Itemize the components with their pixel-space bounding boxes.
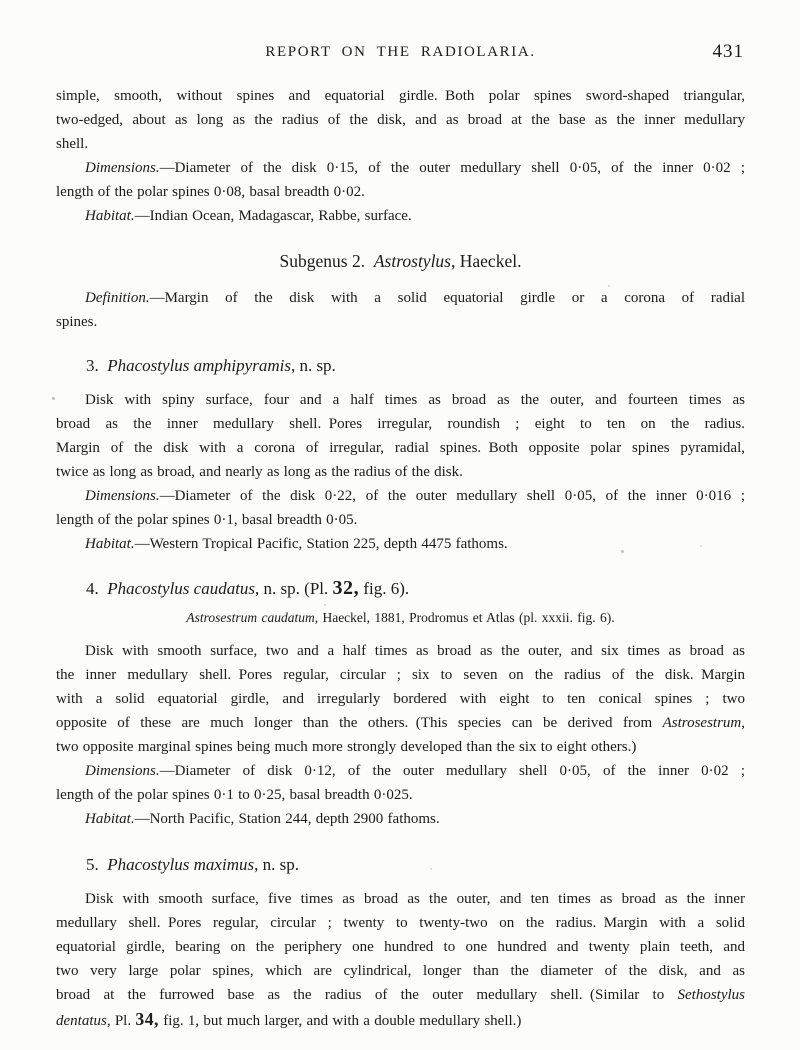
text-segment: , n. sp. (Pl. (255, 579, 333, 598)
text-line (56, 204, 745, 228)
habitat-caudatus (56, 807, 745, 831)
text-segment: Disk with smooth surface, two and a half times as broad as the outer, and six times as broad as (85, 643, 745, 659)
text-line (56, 484, 745, 508)
dimensions-caudatus (56, 759, 745, 807)
text-segment: opposite of these are much longer than the others. (This species can be derived from (56, 715, 663, 731)
text-line (56, 180, 745, 204)
scan-speck (52, 397, 55, 400)
text-line (56, 687, 745, 711)
text-segment: , Haeckel. (451, 251, 522, 271)
text-line (56, 286, 745, 310)
text-line (56, 388, 745, 412)
text-segment: shell. (56, 136, 89, 152)
text-segment: Disk with spiny surface, four and a half times as broad as the outer, and fourteen times as (85, 392, 745, 408)
description-caudatus (56, 639, 745, 759)
text-segment: —Margin of the disk with a solid equatorial girdle or a corona of radial (149, 290, 745, 306)
text-segment: dentatus, (56, 1013, 111, 1029)
text-segment: spines. (56, 314, 98, 330)
text-line (56, 935, 745, 959)
scan-speck (700, 545, 702, 547)
text-line (56, 639, 745, 663)
text-line (56, 310, 745, 334)
text-segment: Dimensions. (85, 160, 160, 176)
text-segment: —Western Tropical Pacific, Station 225, depth 4475 fathoms. (134, 536, 508, 552)
text-segment: Disk with smooth surface, five times as broad as the outer, and ten times as broad as the inner (85, 891, 745, 907)
text-segment: length of the polar spines 0·08, basal breadth 0·02. (56, 184, 365, 200)
text-segment: 4. (86, 579, 108, 598)
text-segment: Dimensions. (85, 763, 160, 779)
text-segment: 3. (86, 356, 108, 375)
synonym-citation (56, 609, 745, 627)
text-line (56, 132, 745, 156)
text-segment: —North Pacific, Station 244, depth 2900 fathoms. (134, 811, 440, 827)
text-line (56, 911, 745, 935)
text-segment: twice as long as broad, and nearly as long as the radius of the disk. (56, 464, 463, 480)
text-segment: , n. sp. (254, 855, 299, 874)
text-segment: with a solid equatorial girdle, and irregularly bordered with eight to ten conical spines ; two (56, 691, 745, 707)
text-segment: Subgenus 2. (279, 251, 374, 271)
text-line (86, 352, 745, 380)
text-line (56, 783, 745, 807)
running-title: REPORT ON THE RADIOLARIA. (265, 44, 536, 60)
text-segment: Astrostylus (373, 251, 451, 271)
text-segment: Astrosestrum, (662, 715, 745, 731)
text-segment: —Diameter of disk 0·12, of the outer medullary shell 0·05, of the inner 0·02 ; (159, 763, 745, 779)
text-line (56, 711, 745, 735)
text-segment: —Diameter of the disk 0·15, of the outer medullary shell 0·05, of the inner 0·02 ; (159, 160, 745, 176)
scan-speck (608, 285, 610, 287)
text-segment: two-edged, about as long as the radius of the disk, and as broad at the base as the inner medullary (56, 112, 745, 128)
text-line (56, 84, 745, 108)
text-segment: two very large polar spines, which are cylindrical, longer than the diameter of the disk, and as (56, 963, 745, 979)
scan-speck (621, 550, 624, 553)
text-segment: Sethostylus (677, 987, 745, 1003)
text-segment: length of the polar spines 0·1, basal breadth 0·05. (56, 512, 358, 528)
text-segment: Astrosestrum caudatum (186, 610, 315, 625)
species-5-heading (56, 851, 745, 879)
text-line (56, 609, 745, 627)
dimensions-amphipyramis (56, 484, 745, 532)
subgenus-heading (56, 248, 745, 274)
scan-speck (430, 868, 432, 870)
text-segment: broad at the furrowed base as the radius of the outer medullary shell. (Similar to (56, 987, 678, 1003)
species-3-heading (56, 352, 745, 380)
text-line (56, 983, 745, 1007)
text-segment: Pl. (110, 1013, 136, 1029)
text-segment: length of the polar spines 0·1 to 0·25, basal breadth 0·025. (56, 787, 413, 803)
page-header (56, 41, 745, 68)
text-line (56, 1007, 745, 1033)
text-segment: , n. sp. (290, 356, 336, 375)
text-segment: —Indian Ocean, Madagascar, Rabbe, surface. (134, 208, 412, 224)
text-segment: fig. 1, but much larger, and with a double medullary shell.) (158, 1013, 522, 1029)
text-line (56, 807, 745, 831)
dimensions-species2 (56, 156, 745, 204)
text-segment: medullary shell. Pores regular, circular ; twenty to twenty-two on the radius. Margin with a solid (56, 915, 745, 931)
text-segment: Definition. (85, 290, 150, 306)
habitat-species2 (56, 204, 745, 228)
habitat-amphipyramis (56, 532, 745, 556)
text-line (56, 460, 745, 484)
paragraph-species2-continuation (56, 84, 745, 156)
description-maximus (56, 887, 745, 1033)
text-line (86, 574, 745, 603)
definition-paragraph (56, 286, 745, 334)
text-segment: 32, (332, 577, 360, 599)
text-line (56, 959, 745, 983)
text-line (56, 436, 745, 460)
text-segment: Habitat. (85, 811, 135, 827)
text-segment: Phacostylus amphipyramis (107, 356, 291, 375)
species-4-heading (56, 574, 745, 603)
text-line (56, 532, 745, 556)
page-number: 431 (712, 41, 744, 62)
text-segment: 34, (135, 1009, 159, 1029)
text-line (56, 735, 745, 759)
text-segment: Habitat. (85, 536, 135, 552)
text-line (56, 759, 745, 783)
text-line (56, 108, 745, 132)
text-segment: 5. (86, 855, 108, 874)
text-line (56, 412, 745, 436)
text-line (56, 887, 745, 911)
text-segment: broad as the inner medullary shell. Pores irregular, roundish ; eight to ten on the radius. (56, 416, 745, 432)
text-segment: Phacostylus caudatus (107, 579, 256, 598)
text-segment: Phacostylus maximus (107, 855, 255, 874)
page-body (56, 84, 745, 1033)
text-segment: simple, smooth, without spines and equatorial girdle. Both polar spines sword-shaped triangular, (56, 88, 745, 104)
scan-speck (324, 604, 326, 606)
text-segment: fig. 6). (359, 579, 410, 598)
text-segment: two opposite marginal spines being much more strongly developed than the six to eight others.) (56, 739, 637, 755)
description-amphipyramis (56, 388, 745, 484)
text-segment: equatorial girdle, bearing on the periphery one hundred to one hundred and twenty plain teeth, and (56, 939, 745, 955)
text-line (86, 851, 745, 879)
text-line (56, 248, 745, 274)
text-segment: —Diameter of the disk 0·22, of the outer medullary shell 0·05, of the inner 0·016 ; (159, 488, 745, 504)
text-segment: Habitat. (85, 208, 135, 224)
text-line (56, 156, 745, 180)
text-segment: Margin of the disk with a corona of irregular, radial spines. Both opposite polar spines pyramidal, (56, 440, 745, 456)
text-line (56, 663, 745, 687)
text-line (56, 508, 745, 532)
text-segment: Dimensions. (85, 488, 160, 504)
text-segment: the inner medullary shell. Pores regular, circular ; six to seven on the radius of the disk. Margin (56, 667, 745, 683)
text-segment: , Haeckel, 1881, Prodromus et Atlas (pl. xxxii. fig. 6). (314, 610, 615, 625)
